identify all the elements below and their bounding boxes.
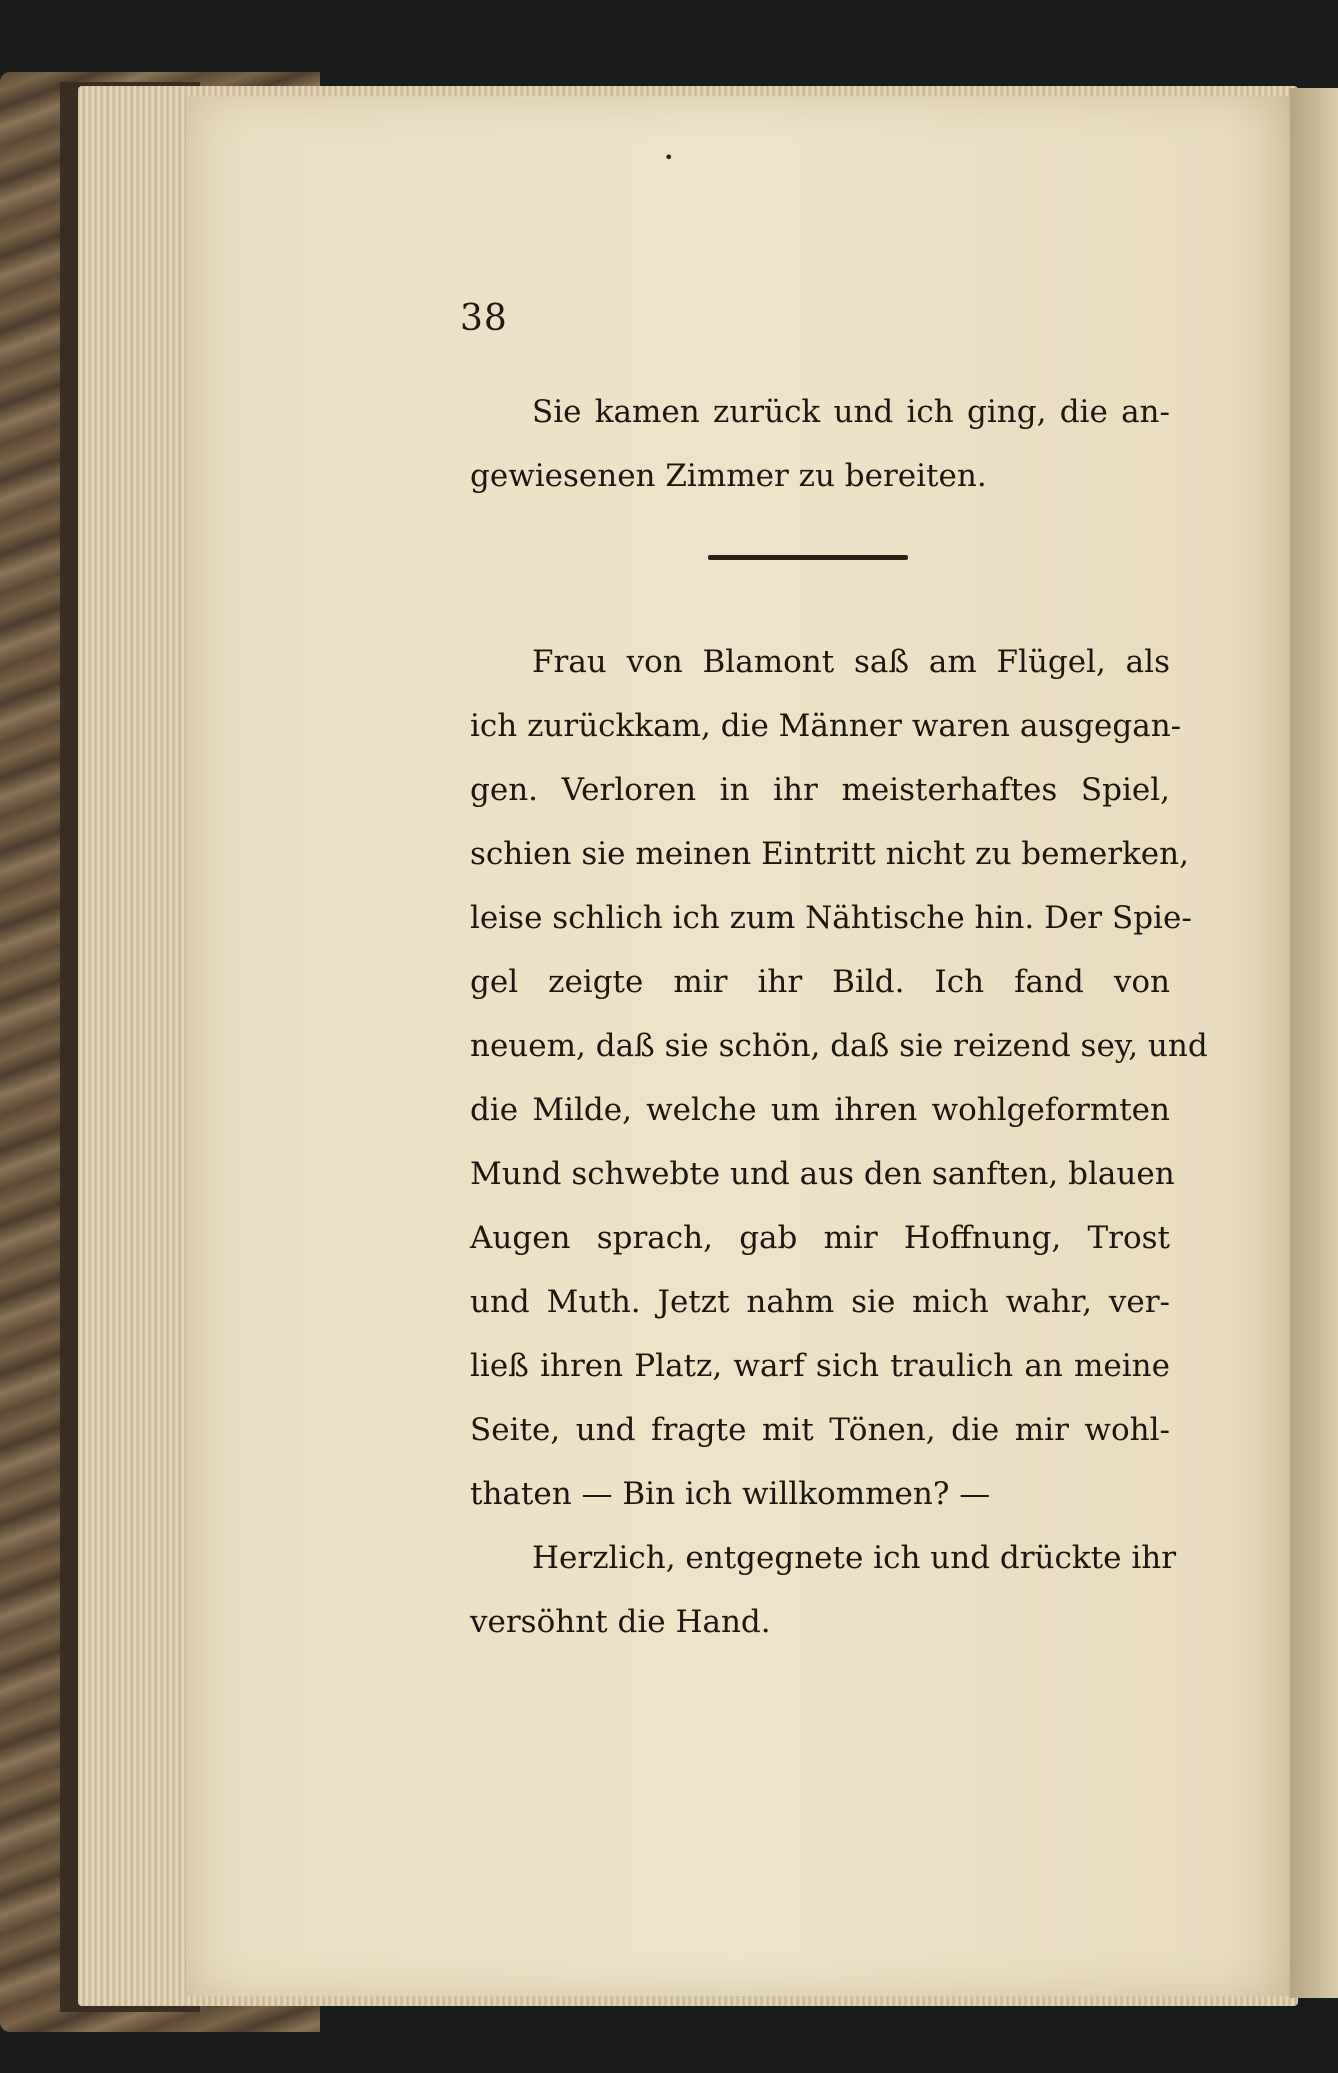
text-line: neuem, daß sie schön, daß sie reizend sey, und <box>470 1028 1208 1064</box>
text-line: Mund schwebte und aus den sanften, blauen <box>470 1156 1175 1192</box>
text-line: ließ ihren Platz, warf sich traulich an meine <box>470 1348 1170 1384</box>
text-line: Augen sprach, gab mir Hoffnung, Trost <box>470 1220 1170 1256</box>
page-marker: • <box>664 148 674 167</box>
text-line: und Muth. Jetzt nahm sie mich wahr, ver- <box>470 1284 1170 1320</box>
text-line: gewiesenen Zimmer zu bereiten. <box>470 458 987 494</box>
paragraph-2 <box>470 630 1208 1654</box>
section-divider <box>708 555 908 560</box>
text-line: Frau von Blamont saß am Flügel, als <box>532 644 1170 680</box>
text-line: gen. Verloren in ihr meisterhaftes Spiel, <box>470 772 1170 808</box>
facing-page-edge <box>1290 88 1338 1998</box>
text-line: Herzlich, entgegnete ich und drückte ihr <box>532 1540 1177 1576</box>
text-line: schien sie meinen Eintritt nicht zu bemerken, <box>470 836 1189 872</box>
page-number: 38 <box>460 298 508 339</box>
text-line: leise schlich ich zum Nähtische hin. Der Spie- <box>470 900 1192 936</box>
text-line: thaten — Bin ich willkommen? — <box>470 1476 991 1512</box>
text-line: Seite, und fragte mit Tönen, die mir wohl- <box>470 1412 1170 1448</box>
text-line: ich zurückkam, die Männer waren ausgegan- <box>470 708 1182 744</box>
text-line: Sie kamen zurück und ich ging, die an- <box>532 394 1170 430</box>
text-line: versöhnt die Hand. <box>470 1604 771 1640</box>
paragraph-1 <box>470 380 1170 508</box>
text-line: gel zeigte mir ihr Bild. Ich fand von <box>470 964 1170 1000</box>
text-line: die Milde, welche um ihren wohlgeformten <box>470 1092 1170 1128</box>
